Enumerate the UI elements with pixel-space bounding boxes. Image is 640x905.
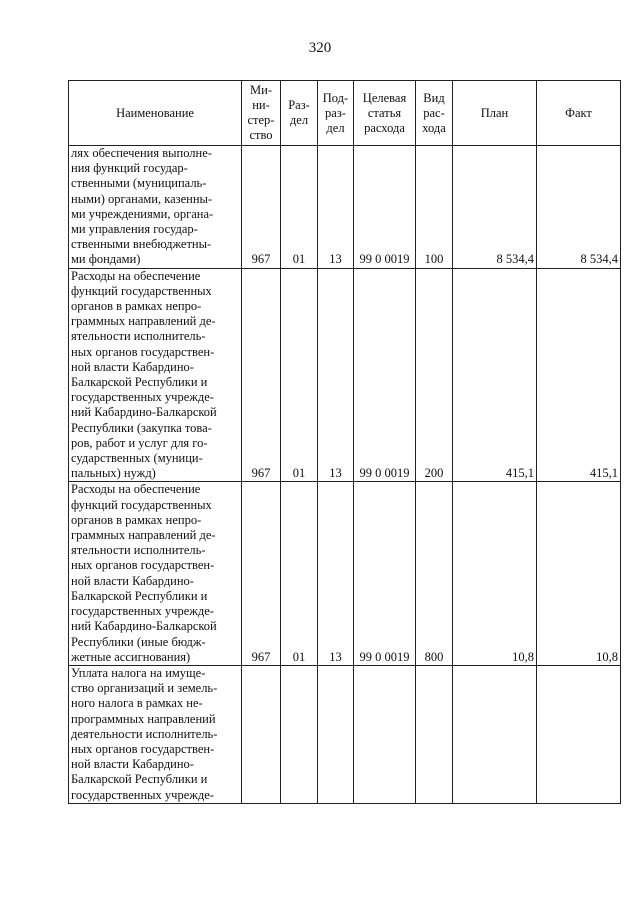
text-line: ми фондами)	[71, 252, 141, 267]
text-line: ственными внебюджетны-	[71, 237, 212, 252]
row-name	[69, 146, 242, 269]
row-target-article	[354, 665, 416, 803]
text-line: расхода	[364, 120, 405, 135]
text-line: Вид	[423, 90, 445, 105]
text-line: органов в рамках непро-	[71, 512, 202, 527]
text-line: органов в рамках непро-	[71, 299, 202, 314]
text-line: ство	[249, 128, 273, 142]
text-line: Целевая	[362, 90, 407, 105]
header-ministry	[242, 81, 281, 146]
row-plan: 10,8	[453, 482, 537, 665]
text-line: ров, работ и услуг для го-	[71, 435, 208, 450]
row-section: 01	[281, 146, 318, 269]
text-line: ной власти Кабардино-	[71, 573, 194, 588]
text-line: ной власти Кабардино-	[71, 359, 194, 374]
table-row	[69, 482, 621, 665]
text-line: государственных учрежде-	[71, 787, 214, 802]
text-line: ных органов государствен-	[71, 344, 215, 359]
row-plan	[453, 665, 537, 803]
text-line: Балкарской Республики и	[71, 772, 208, 787]
text-line: функций государственных	[71, 497, 212, 512]
text-line: Расходы на обеспечение	[71, 268, 201, 283]
text-line: пальных) нужд)	[71, 466, 156, 481]
text-line: ственными (муниципаль-	[71, 176, 207, 191]
text-line: раз-	[325, 105, 346, 120]
text-line: ство организаций и земель-	[71, 681, 218, 696]
row-section: 01	[281, 268, 318, 482]
row-expense-type: 800	[416, 482, 453, 665]
header-expense-type	[416, 81, 453, 146]
text-line: Уплата налога на имуще-	[71, 665, 206, 680]
text-line: ми учреждениями, органа-	[71, 206, 214, 221]
table-header-row	[69, 81, 621, 146]
row-expense-type: 200	[416, 268, 453, 482]
table-row	[69, 268, 621, 482]
text-line: функций государственных	[71, 283, 212, 298]
text-line: ятельности исполнитель-	[71, 329, 206, 344]
budget-table	[68, 80, 621, 804]
row-ministry: 967	[242, 482, 281, 665]
row-target-article: 99 0 0019	[354, 268, 416, 482]
text-line: ными) органами, казенны-	[71, 191, 213, 206]
text-line: лях обеспечения выполне-	[71, 146, 212, 160]
header-subsection	[318, 81, 354, 146]
text-line: ния функций государ-	[71, 161, 188, 176]
row-subsection: 13	[318, 482, 354, 665]
header-plan: План	[453, 81, 537, 146]
row-plan: 415,1	[453, 268, 537, 482]
page-number: 320	[308, 40, 332, 56]
row-name	[69, 665, 242, 803]
text-line: Балкарской Республики и	[71, 375, 208, 390]
text-line: деятельности исполнитель-	[71, 726, 218, 741]
text-line: ний Кабардино-Балкарской	[71, 619, 217, 634]
header-section	[281, 81, 318, 146]
text-line: Раз-	[288, 98, 310, 112]
row-ministry: 967	[242, 268, 281, 482]
text-line: Расходы на обеспечение	[71, 482, 201, 497]
header-target-article	[354, 81, 416, 146]
text-line: статья	[367, 105, 402, 120]
text-line: Под-	[322, 90, 349, 105]
row-ministry	[242, 665, 281, 803]
text-line: Республики (иные бюдж-	[71, 634, 206, 649]
text-line: ной власти Кабардино-	[71, 757, 194, 772]
row-name	[69, 268, 242, 482]
row-name	[69, 482, 242, 665]
text-line: ни-	[252, 98, 270, 112]
row-subsection: 13	[318, 146, 354, 269]
row-expense-type	[416, 665, 453, 803]
text-line: государственных учрежде-	[71, 390, 214, 405]
row-fact: 8 534,4	[537, 146, 621, 269]
text-line: сударственных (муници-	[71, 451, 203, 466]
text-line: граммных направлений де-	[71, 528, 216, 543]
text-line: ных органов государствен-	[71, 741, 215, 756]
text-line: ми управления государ-	[71, 222, 198, 237]
row-plan: 8 534,4	[453, 146, 537, 269]
text-line: жетные ассигнования)	[71, 649, 191, 664]
text-line: дел	[289, 113, 309, 127]
text-line: Балкарской Республики и	[71, 588, 208, 603]
row-subsection: 13	[318, 268, 354, 482]
header-name: Наименование	[69, 81, 242, 146]
row-section	[281, 665, 318, 803]
row-ministry: 967	[242, 146, 281, 269]
table-row	[69, 665, 621, 803]
row-fact: 415,1	[537, 268, 621, 482]
text-line: дел	[326, 120, 345, 135]
text-line: ного налога в рамках не-	[71, 696, 203, 711]
table-row	[69, 146, 621, 269]
header-fact: Факт	[537, 81, 621, 146]
row-fact	[537, 665, 621, 803]
text-line: ятельности исполнитель-	[71, 543, 206, 558]
row-expense-type: 100	[416, 146, 453, 269]
text-line: Республики (закупка това-	[71, 420, 212, 435]
row-target-article: 99 0 0019	[354, 146, 416, 269]
text-line: стер-	[247, 113, 275, 127]
text-line: граммных направлений де-	[71, 314, 216, 329]
row-target-article: 99 0 0019	[354, 482, 416, 665]
row-section: 01	[281, 482, 318, 665]
text-line: государственных учрежде-	[71, 604, 214, 619]
text-line: ных органов государствен-	[71, 558, 215, 573]
text-line: программных направлений	[71, 711, 216, 726]
text-line: Ми-	[250, 83, 272, 97]
text-line: ний Кабардино-Балкарской	[71, 405, 217, 420]
text-line: рас-	[423, 105, 445, 120]
row-fact: 10,8	[537, 482, 621, 665]
row-subsection	[318, 665, 354, 803]
text-line: хода	[422, 120, 446, 135]
